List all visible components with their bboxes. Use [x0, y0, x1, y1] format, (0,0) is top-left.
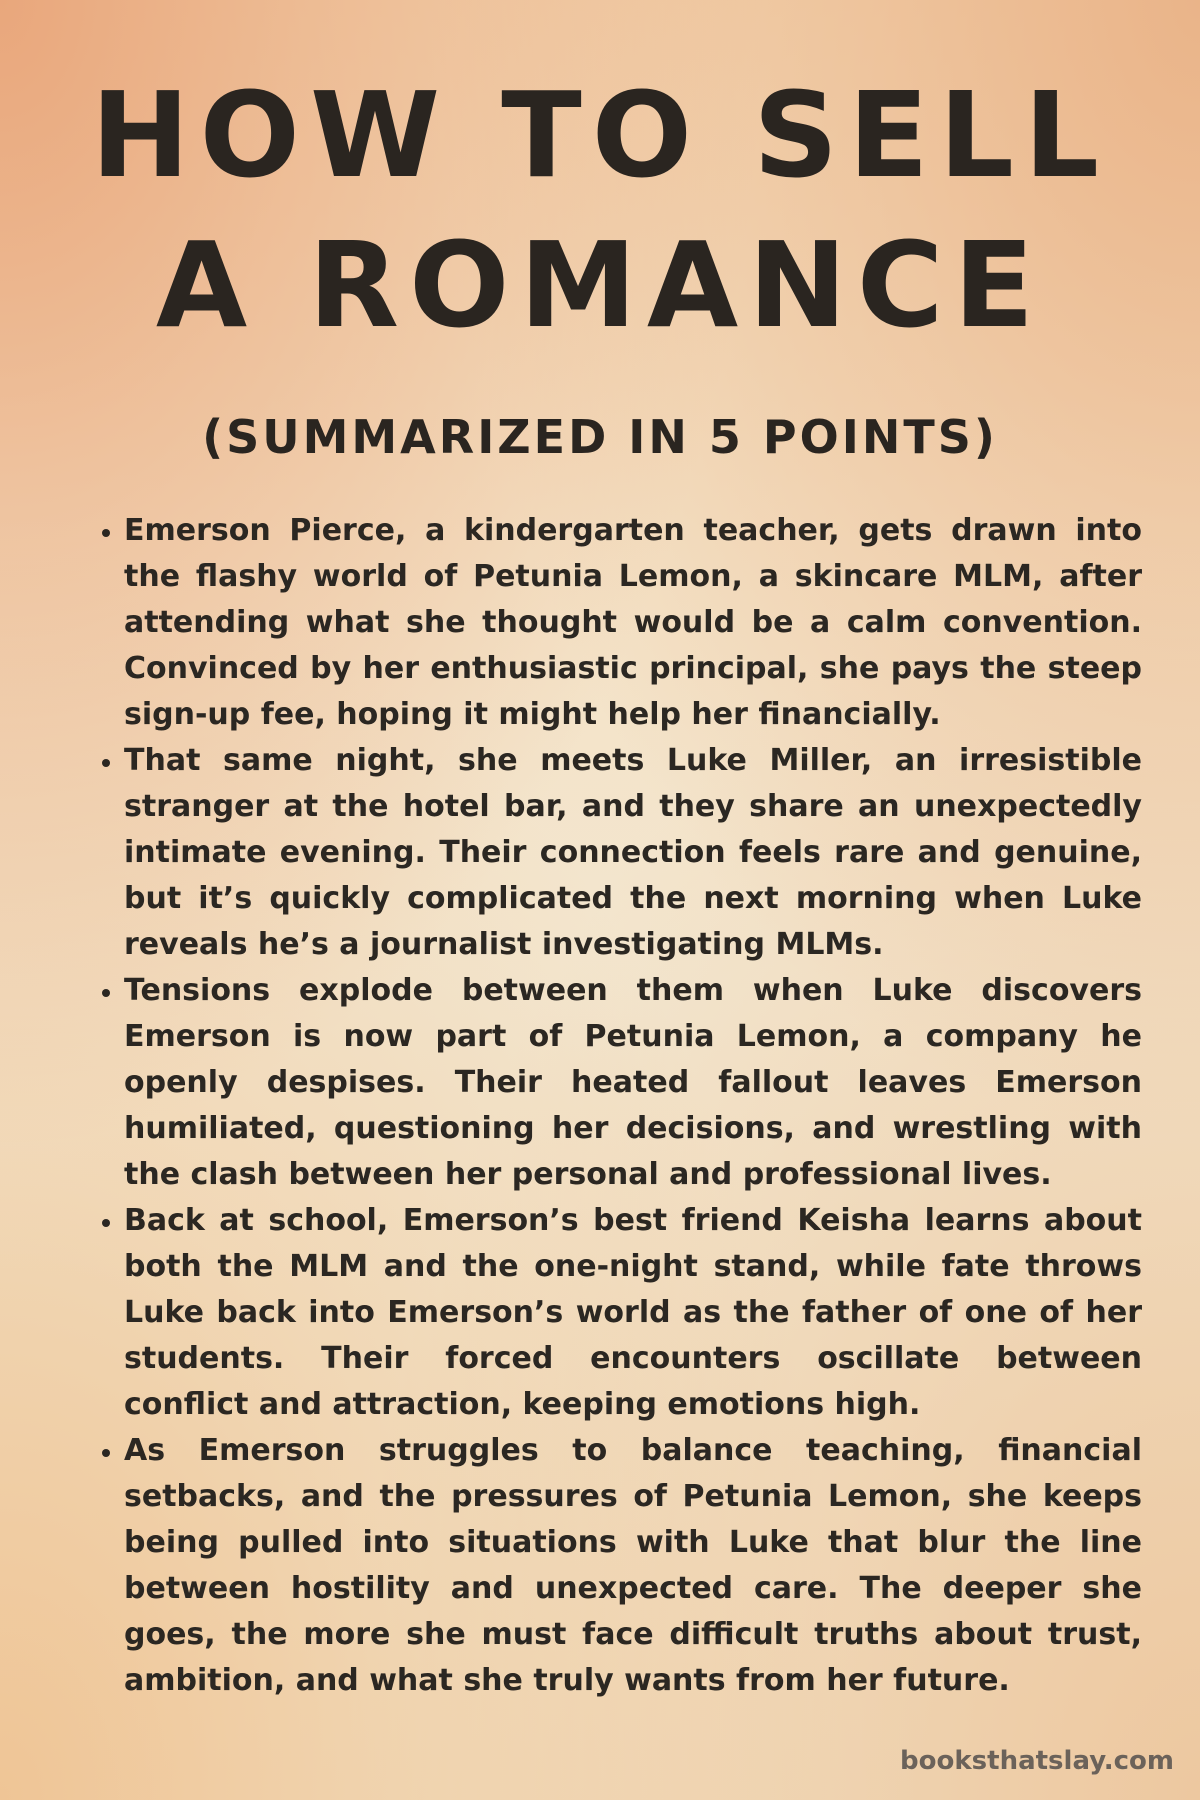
summary-point-1: • Emerson Pierce, a kindergarten teacher, gets drawn into the flashy world of Petunia Lemon, a skincare MLM, after attending what she thought would be a calm convention. Convinced by her enthusiastic principal, she pays the steep sign-up fee, hoping it might help her financially. — [124, 508, 1142, 738]
summary-point-4: • Back at school, Emerson’s best friend Keisha learns about both the MLM and the one-night stand, while fate throws Luke back into Emerson’s world as the father of one of her students. Their forced encounters oscillate between conflict and attraction, keeping emotions high. — [124, 1198, 1142, 1428]
site-watermark: booksthatslay.com — [900, 1746, 1174, 1776]
summary-points-list — [90, 508, 1142, 1704]
summary-point-2: • That same night, she meets Luke Miller, an irresistible stranger at the hotel bar, and they share an unexpectedly intimate evening. Their connection feels rare and genuine, but it’s quickly complicated the next morning when Luke reveals he’s a journalist investigating MLMs. — [124, 738, 1142, 968]
page-subtitle: (SUMMARIZED IN 5 POINTS) — [202, 410, 998, 464]
page-title: HOW TO SELL A ROMANCE — [90, 66, 1110, 354]
summary-point-3: • Tensions explode between them when Luke discovers Emerson is now part of Petunia Lemon, a company he openly despises. Their heated fallout leaves Emerson humiliated, questioning her decisions, and wrestling with the clash between her personal and professional lives. — [124, 968, 1142, 1198]
summary-point-5: • As Emerson struggles to balance teaching, financial setbacks, and the pressures of Petunia Lemon, she keeps being pulled into situations with Luke that blur the line between hostility and unexpected care. The deeper she goes, the more she must face difficult truths about trust, ambition, and what she truly wants from her future. — [124, 1428, 1142, 1704]
